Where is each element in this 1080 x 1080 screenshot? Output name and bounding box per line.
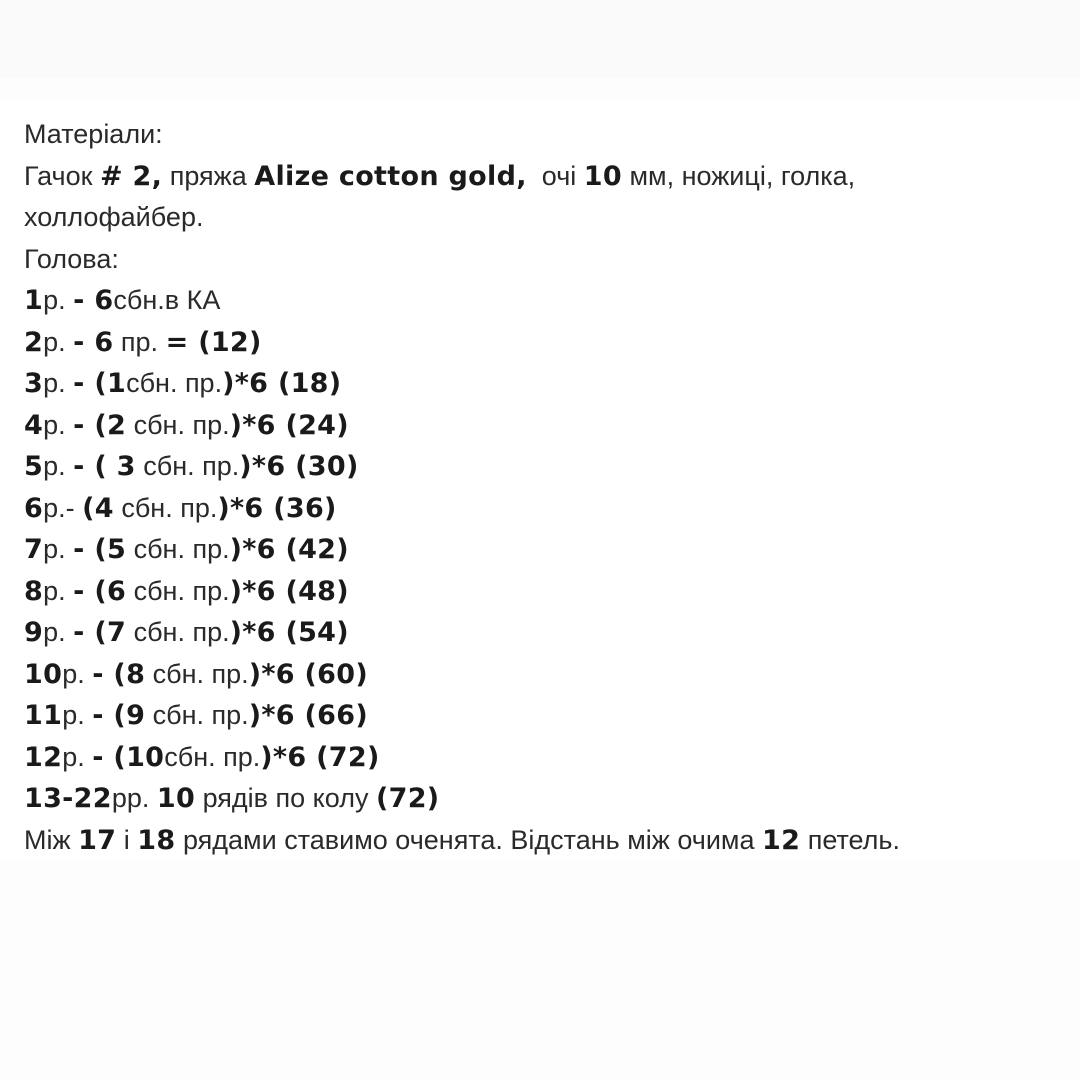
- row-line: [24, 280, 1064, 322]
- bold-span: 2: [24, 326, 44, 358]
- text-span: р.: [43, 368, 74, 398]
- text-span: сбн. пр.: [145, 700, 249, 730]
- text-span: сбн. пр.: [164, 741, 261, 772]
- text-span: сбн. пр.: [135, 451, 240, 481]
- text-span: сбн. пр.: [126, 368, 223, 398]
- bold-span: )*6 (72): [260, 741, 380, 773]
- top-band: [0, 0, 1080, 78]
- row-line: [24, 654, 1064, 696]
- bold-span: - 6: [73, 285, 114, 316]
- bold-span: = (12): [165, 326, 262, 358]
- text-span: петель.: [800, 824, 900, 855]
- text-span: пряжа: [162, 160, 255, 191]
- text-span: сбн. пр.: [126, 617, 230, 647]
- bold-span: 17: [78, 824, 117, 856]
- bold-span: 11: [24, 700, 63, 731]
- bold-span: 8: [24, 575, 44, 607]
- text-span: Гачок: [24, 160, 100, 191]
- materials-line-1: [24, 156, 1064, 198]
- text-span: р.: [43, 285, 74, 315]
- bold-span: 6: [24, 492, 44, 524]
- bold-span: )*6 (66): [248, 700, 368, 731]
- row-line: [24, 737, 1064, 779]
- bold-span: - (8: [92, 658, 146, 690]
- text-span: рядів по колу: [195, 783, 376, 813]
- bold-span: 13-22: [24, 783, 112, 814]
- text-span: р.: [62, 658, 93, 689]
- bold-span: 10: [583, 160, 622, 192]
- row-13-22: [24, 778, 1064, 820]
- text-span: р.: [43, 409, 74, 440]
- bold-span: 12: [24, 741, 63, 773]
- text-span: Між: [24, 824, 79, 855]
- head-title: Голова:: [24, 243, 119, 274]
- bold-span: - ( 3: [73, 451, 136, 482]
- bold-span: - (10: [92, 741, 165, 773]
- bold-span: 3: [24, 368, 44, 399]
- row-line: [24, 612, 1064, 654]
- text-span: р.: [62, 741, 93, 772]
- text-span: р.: [43, 617, 74, 647]
- bold-span: )*6 (18): [222, 368, 342, 399]
- text-span: очі: [526, 160, 584, 191]
- text-span: р.: [62, 700, 93, 730]
- bold-span: 5: [24, 451, 44, 482]
- bold-span: - (1: [73, 368, 127, 399]
- bold-span: 9: [24, 617, 44, 648]
- bold-span: - (7: [73, 617, 127, 648]
- text-span: сбн. пр.: [126, 409, 230, 440]
- bold-span: (4: [82, 492, 114, 524]
- bold-span: - (5: [73, 534, 127, 565]
- row-line: [24, 446, 1064, 488]
- pattern-text: [24, 114, 1064, 861]
- bold-span: )*6 (24): [229, 409, 349, 441]
- text-span: пр.: [113, 326, 166, 357]
- bold-span: 12: [762, 824, 801, 856]
- text-span: сбн. пр.: [113, 492, 218, 523]
- row-line: [24, 695, 1064, 737]
- eyes-instruction: [24, 820, 1064, 862]
- bold-span: - (2: [73, 409, 127, 441]
- text-span: р.-: [43, 492, 83, 523]
- bold-span: 10: [156, 783, 196, 814]
- bold-span: )*6 (42): [229, 534, 349, 565]
- text-span: рр.: [111, 783, 157, 813]
- bold-span: 7: [24, 534, 44, 565]
- row-line: [24, 529, 1064, 571]
- materials-line-2: холлофайбер.: [24, 202, 204, 232]
- text-span: сбн. пр.: [126, 575, 230, 606]
- bold-span: # 2,: [99, 160, 163, 192]
- bold-span: )*6 (54): [229, 617, 349, 648]
- row-line: [24, 322, 1064, 364]
- text-span: сбн. пр.: [145, 658, 249, 689]
- text-span: р.: [43, 575, 74, 606]
- bold-span: 1: [24, 285, 44, 316]
- bold-span: 18: [137, 824, 176, 856]
- bold-span: (72): [375, 783, 440, 814]
- row-line: [24, 363, 1064, 405]
- bold-span: - (9: [92, 700, 146, 731]
- bold-span: - 6: [73, 326, 114, 358]
- text-span: сбн.в КА: [113, 285, 221, 315]
- bold-span: )*6 (30): [239, 451, 359, 482]
- bold-span: )*6 (60): [248, 658, 368, 690]
- text-span: р.: [43, 451, 74, 481]
- text-span: р.: [43, 326, 74, 357]
- row-line: [24, 571, 1064, 613]
- text-span: мм, ножиці, голка,: [621, 160, 856, 191]
- row-line: [24, 405, 1064, 447]
- text-span: р.: [43, 534, 74, 564]
- bold-span: - (6: [73, 575, 127, 607]
- bold-span: )*6 (48): [229, 575, 349, 607]
- bold-span: )*6 (36): [217, 492, 337, 524]
- materials-title: Матеріали:: [24, 119, 163, 149]
- text-span: сбн. пр.: [126, 534, 230, 564]
- row-line: [24, 488, 1064, 530]
- bold-span: 10: [24, 658, 63, 690]
- bold-span: Alize cotton gold,: [254, 160, 527, 192]
- bold-span: 4: [24, 409, 44, 441]
- text-span: рядами ставимо оченята. Відстань між очима: [175, 824, 763, 855]
- text-span: і: [116, 824, 138, 855]
- row-list: [24, 280, 1064, 778]
